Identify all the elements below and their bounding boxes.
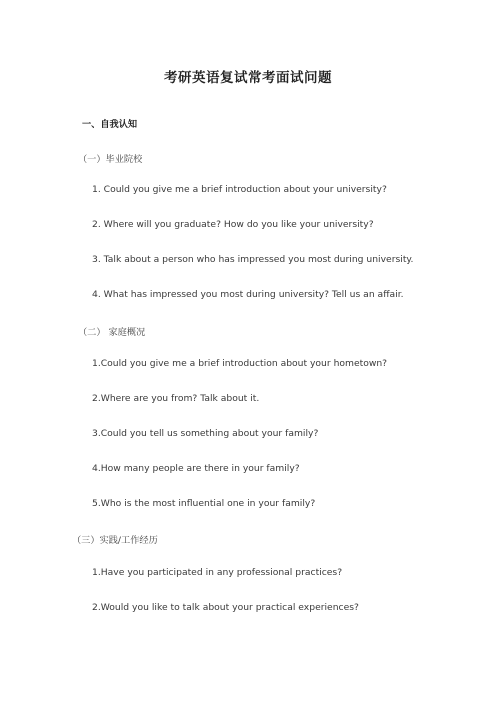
question-item: 1.Have you participated in any professional practices?	[92, 567, 343, 578]
subsection-heading-family: （二） 家庭概况	[78, 327, 146, 338]
subsection-heading-practice: （三）实践/工作经历	[72, 535, 158, 546]
question-item: 1. Could you give me a brief introduction about your university?	[92, 184, 387, 195]
question-item: 4.How many people are there in your family?	[92, 463, 300, 474]
question-item: 1.Could you give me a brief introduction about your hometown?	[92, 358, 388, 369]
question-item: 3. Talk about a person who has impressed you most during university.	[92, 254, 414, 265]
question-item: 3.Could you tell us something about your family?	[92, 428, 319, 439]
section-heading-self-awareness: 一、自我认知	[82, 119, 138, 130]
question-item: 5.Who is the most influential one in your family?	[92, 498, 316, 509]
question-item: 2.Would you like to talk about your practical experiences?	[92, 602, 359, 613]
document-title: 考研英语复试常考面试问题	[164, 70, 332, 86]
question-item: 2. Where will you graduate? How do you like your university?	[92, 219, 374, 230]
question-item: 4. What has impressed you most during university? Tell us an affair.	[92, 289, 404, 300]
subsection-heading-university: （一）毕业院校	[78, 154, 143, 165]
question-item: 2.Where are you from? Talk about it.	[92, 393, 260, 404]
